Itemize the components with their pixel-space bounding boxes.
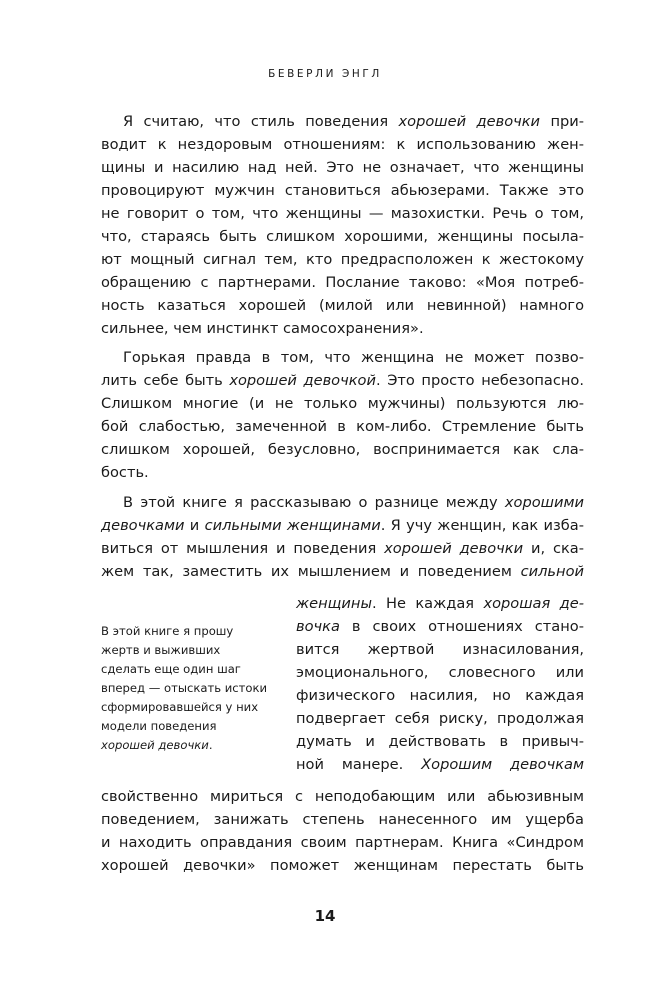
paragraph-2-line: слишком хорошей, безусловно, воспринимается как сла- — [101, 441, 584, 458]
italic-term: сильной — [520, 563, 584, 580]
paragraph-3-line: жем так, заместить их мышлением и поведением сильной — [101, 563, 584, 580]
paragraph-1-line: провоцируют мужчин становиться абьюзерами. Также это — [101, 182, 584, 199]
italic-term: хорошей девочки — [384, 540, 524, 557]
italic-term: женщины — [296, 595, 372, 612]
paragraph-1-line: обращению с партнерами. Послание таково: «Моя потреб- — [101, 274, 584, 291]
paragraph-1-line: щины и насилию над ней. Это не означает, что женщины — [101, 159, 584, 176]
paragraph-3-full — [101, 491, 584, 583]
paragraph-3-narrow-line: вочка в своих отношениях стано- — [296, 618, 584, 635]
paragraph-1-line: что, стараясь быть слишком хорошими, женщины посыла- — [101, 228, 584, 245]
italic-term: хорошей девочки — [101, 738, 209, 752]
page-number: 14 — [314, 907, 336, 925]
paragraph-3-narrow-line: подвергает себя риску, продолжая — [296, 710, 584, 727]
paragraph-3-narrow-line: физического насилия, но каждая — [296, 687, 584, 704]
paragraph-3-tail-line: хорошей девочки» поможет женщинам перестать быть — [101, 857, 584, 874]
paragraph-1-line: ность казаться хорошей (милой или невинной) намного — [101, 297, 584, 314]
pull-quote-sidebar — [101, 622, 281, 755]
paragraph-3-tail — [101, 785, 584, 877]
italic-term: хорошей девочкой — [229, 372, 376, 389]
italic-term: Хорошим девочкам — [421, 756, 585, 773]
italic-term: хорошая де- — [483, 595, 584, 612]
paragraph-1-line: водит к нездоровым отношениям: к использованию жен- — [101, 136, 584, 153]
paragraph-3-narrow-line: эмоционального, словесного или — [296, 664, 584, 681]
paragraph-1-line: ют мощный сигнал тем, кто предрасположен к жестокому — [101, 251, 584, 268]
paragraph-2-line: Слишком многие (и не только мужчины) пользуются лю- — [101, 395, 584, 412]
paragraph-3-narrow-line: вится жертвой изнасилования, — [296, 641, 584, 658]
paragraph-1-line: не говорит о том, что женщины — мазохистки. Речь о том, — [101, 205, 584, 222]
sidebar-line: хорошей девочки. — [101, 738, 213, 752]
italic-term: девочками — [101, 517, 185, 534]
paragraph-2-line: бой слабостью, замеченной в ком-либо. Стремление быть — [101, 418, 584, 435]
paragraph-3-line: В этой книге я рассказываю о разнице между хорошими — [123, 494, 584, 511]
paragraph-3-narrow-line: ной манере. Хорошим девочкам — [296, 756, 585, 773]
italic-term: сильными женщинами — [204, 517, 381, 534]
sidebar-line: сделать еще один шаг — [101, 662, 241, 676]
paragraph-3-narrow-line: думать и действовать в привыч- — [296, 733, 584, 750]
sidebar-line: сформировавшейся у них — [101, 700, 259, 714]
italic-term: хорошей девочки — [398, 113, 541, 130]
paragraph-3-line: виться от мышления и поведения хорошей девочки и, ска- — [101, 540, 585, 557]
sidebar-line: модели поведения — [101, 719, 217, 733]
paragraph-2 — [101, 346, 584, 484]
paragraph-3-tail-line: и находить оправдания своим партнерам. Книга «Синдром — [101, 834, 584, 851]
paragraph-1-line: Я считаю, что стиль поведения хорошей девочки при- — [123, 113, 585, 130]
paragraph-3-tail-line: поведением, занижать степень нанесенного им ущерба — [101, 811, 584, 828]
paragraph-2-line: Горькая правда в том, что женщина не может позво- — [123, 349, 584, 366]
paragraph-2-line: лить себе быть хорошей девочкой. Это просто небезопасно. — [101, 372, 585, 389]
sidebar-line: вперед — отыскать истоки — [101, 681, 268, 695]
italic-term: вочка — [296, 618, 340, 635]
paragraph-3-narrow-line: женщины. Не каждая хорошая де- — [296, 595, 584, 612]
sidebar-line: жертв и выживших — [101, 643, 221, 657]
paragraph-2-line: бость. — [101, 464, 149, 481]
paragraph-3-line: девочками и сильными женщинами. Я учу женщин, как изба- — [101, 517, 584, 534]
running-head: БЕВЕРЛИ ЭНГЛ — [268, 68, 382, 80]
sidebar-line: В этой книге я прошу — [101, 624, 234, 638]
paragraph-1 — [101, 110, 584, 340]
paragraph-3-tail-line: свойственно мириться с неподобающим или абьюзивным — [101, 788, 584, 805]
italic-term: хорошими — [504, 494, 584, 511]
paragraph-1-line: сильнее, чем инстинкт самосохранения». — [101, 320, 424, 337]
paragraph-3-narrow — [296, 592, 584, 776]
